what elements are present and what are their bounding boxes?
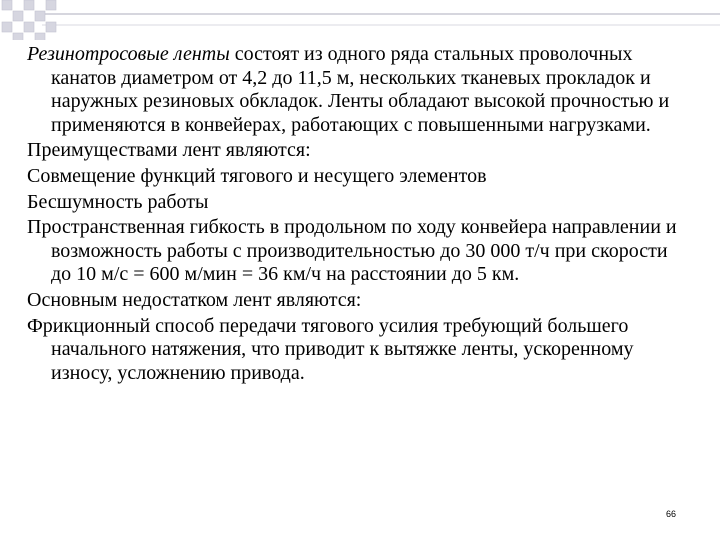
decor-square [2, 0, 12, 10]
drawback-item: Фрикционный способ передачи тягового усилия требующий большего начального натяжения, что приводит к вытяжке ленты, ускоренному износу, усложнению привода. [27, 314, 634, 384]
decor-square [46, 22, 56, 32]
decor-square [2, 22, 12, 32]
decor-square [24, 0, 34, 10]
decor-square [13, 33, 23, 40]
decor-square [35, 11, 45, 21]
drawback-heading: Основным недостатком лент являются: [27, 288, 362, 311]
advantage-item-2: Бесшумность работы [27, 190, 209, 213]
slide-body [27, 43, 687, 387]
decor-square [35, 33, 45, 40]
intro-paragraph [27, 43, 687, 137]
decor-square [46, 0, 56, 10]
decor-square [24, 22, 34, 32]
header-decoration [0, 0, 720, 40]
page-number: 66 [665, 509, 676, 519]
decor-square [13, 11, 23, 21]
advantage-item-1: Совмещение функций тягового и несущего элементов [27, 164, 487, 187]
intro-term: Резинотросовые ленты [27, 43, 230, 65]
intro-text: состоят из одного ряда стальных проволочных канатов диаметром от 4,2 до 11,5 м, нескольких тканевых прокладок и наружных резиновых обкладок. Ленты обладают высокой прочностью и применяются в конвейерах, работающих с повышенными нагрузками. [51, 43, 670, 136]
advantages-heading: Преимуществами лент являются: [27, 139, 311, 162]
advantage-item-3: Пространственная гибкость в продольном по ходу конвейера направлении и возможность работы с производительностью до 30 000 т/ч при скорости до 10 м/с = 600 м/мин = 36 км/ч на расстоянии до 5 км. [27, 216, 677, 286]
